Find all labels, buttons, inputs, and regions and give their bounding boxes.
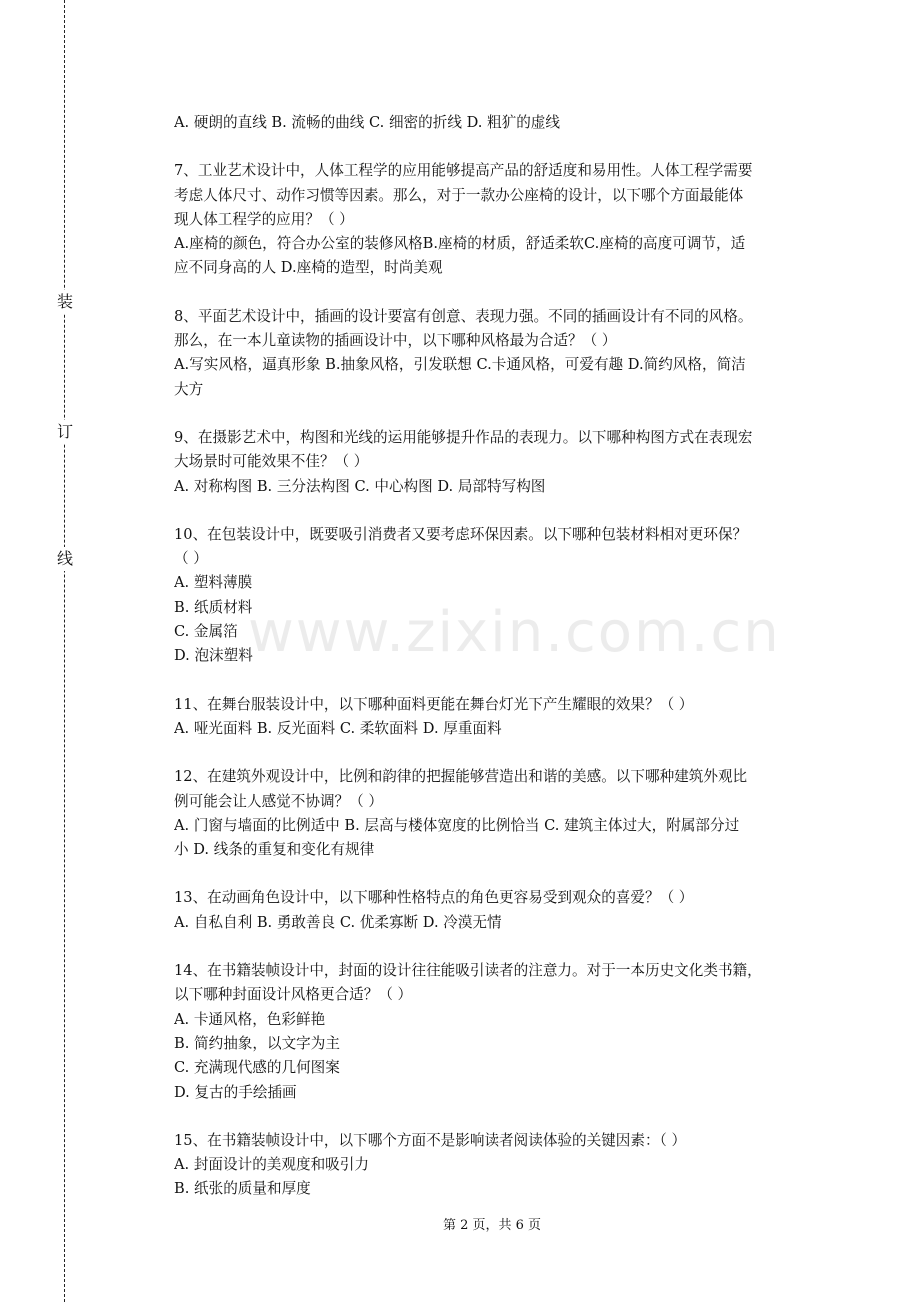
binding-dashed-line — [64, 0, 65, 1302]
question-line: 那么，在一本儿童读物的插画设计中，以下哪种风格最为合适？（ ） — [174, 332, 617, 350]
watermark: www.zixin.com.cn — [248, 600, 781, 665]
question-line: 例可能会让人感觉不协调？（ ） — [174, 792, 383, 810]
carryover-options — [174, 111, 822, 135]
question-line: A. 卡通风格，色彩鲜艳 — [174, 1010, 326, 1028]
question-line: D. 泡沫塑料 — [174, 647, 253, 665]
question-line: A. 门窗与墙面的比例适中 B. 层高与楼体宽度的比例恰当 C. 建筑主体过大，附属部分过 — [174, 816, 740, 834]
question-line: 考虑人体尺寸、动作习惯等因素。那么，对于一款办公座椅的设计，以下哪个方面最能体 — [174, 186, 744, 204]
question-line: 8、平面艺术设计中，插画的设计要富有创意、表现力强。不同的插画设计有不同的风格。 — [174, 307, 753, 325]
question-line: 12、在建筑外观设计中，比例和韵律的把握能够营造出和谐的美感。以下哪种建筑外观比 — [174, 768, 748, 786]
question-line: 9、在摄影艺术中，构图和光线的运用能够提升作品的表现力。以下哪种构图方式在表现宏 — [174, 428, 753, 446]
question-line: 10、在包装设计中，既要吸引消费者又要考虑环保因素。以下哪种包装材料相对更环保？ — [174, 525, 748, 543]
question-block — [174, 426, 822, 499]
questions-container — [174, 159, 822, 1201]
question-line: A. 硬朗的直线 B. 流畅的曲线 C. 细密的折线 D. 粗犷的虚线 — [174, 114, 560, 131]
question-line: 11、在舞台服装设计中，以下哪种面料更能在舞台灯光下产生耀眼的效果？（ ） — [174, 695, 694, 713]
question-line: 现人体工程学的应用？（ ） — [174, 210, 354, 228]
page-footer: 第 2 页，共 6 页 — [442, 1218, 542, 1233]
question-line: 大场景时可能效果不佳？（ ） — [174, 453, 369, 471]
question-block — [174, 1129, 822, 1202]
question-line: C. 充满现代感的几何图案 — [174, 1059, 340, 1077]
question-line: 13、在动画角色设计中，以下哪种性格特点的角色更容易受到观众的喜爱？（ ） — [174, 889, 694, 907]
question-line: （ ） — [174, 550, 208, 568]
question-block — [174, 765, 822, 862]
binding-char-xian: 线 — [54, 547, 76, 571]
question-block — [174, 693, 822, 742]
question-line: A. 塑料薄膜 — [174, 574, 253, 592]
question-line: 7、工业艺术设计中，人体工程学的应用能够提高产品的舒适度和易用性。人体工程学需要 — [174, 162, 753, 180]
question-line: B. 简约抽象，以文字为主 — [174, 1034, 340, 1052]
question-line: A.写实风格，逼真形象 B.抽象风格，引发联想 C.卡通风格，可爱有趣 D.简约风格，简洁 — [174, 356, 746, 374]
question-line: C. 金属箔 — [174, 623, 238, 641]
question-block — [174, 305, 822, 402]
question-block — [174, 159, 822, 280]
question-line: 大方 — [174, 380, 204, 398]
question-line: 以下哪种封面设计风格更合适？（ ） — [174, 986, 413, 1004]
question-line: 15、在书籍装帧设计中，以下哪个方面不是影响读者阅读体验的关键因素：（ ） — [174, 1131, 687, 1149]
question-list — [174, 111, 822, 1202]
question-line: B. 纸质材料 — [174, 598, 253, 616]
question-block — [174, 886, 822, 935]
question-line: A. 自私自利 B. 勇敢善良 C. 优柔寡断 D. 冷漠无情 — [174, 913, 502, 931]
question-line: A. 哑光面料 B. 反光面料 C. 柔软面料 D. 厚重面料 — [174, 719, 502, 737]
question-line: D. 复古的手绘插画 — [174, 1083, 297, 1101]
question-line: 应不同身高的人 D.座椅的造型，时尚美观 — [174, 259, 443, 277]
question-line: B. 纸张的质量和厚度 — [174, 1180, 311, 1198]
question-line: 14、在书籍装帧设计中，封面的设计往往能吸引读者的注意力。对于一本历史文化类书籍， — [174, 962, 762, 980]
question-line: A.座椅的颜色，符合办公室的装修风格B.座椅的材质，舒适柔软C.座椅的高度可调节，适 — [174, 235, 746, 253]
binding-char-ding: 订 — [54, 420, 76, 444]
question-line: 小 D. 线条的重复和变化有规律 — [174, 841, 375, 859]
question-line: A. 对称构图 B. 三分法构图 C. 中心构图 D. 局部特写构图 — [174, 477, 546, 495]
question-block — [174, 523, 822, 669]
question-block — [174, 959, 822, 1105]
question-line: A. 封面设计的美观度和吸引力 — [174, 1156, 369, 1174]
binding-char-zhuang: 装 — [54, 290, 76, 314]
